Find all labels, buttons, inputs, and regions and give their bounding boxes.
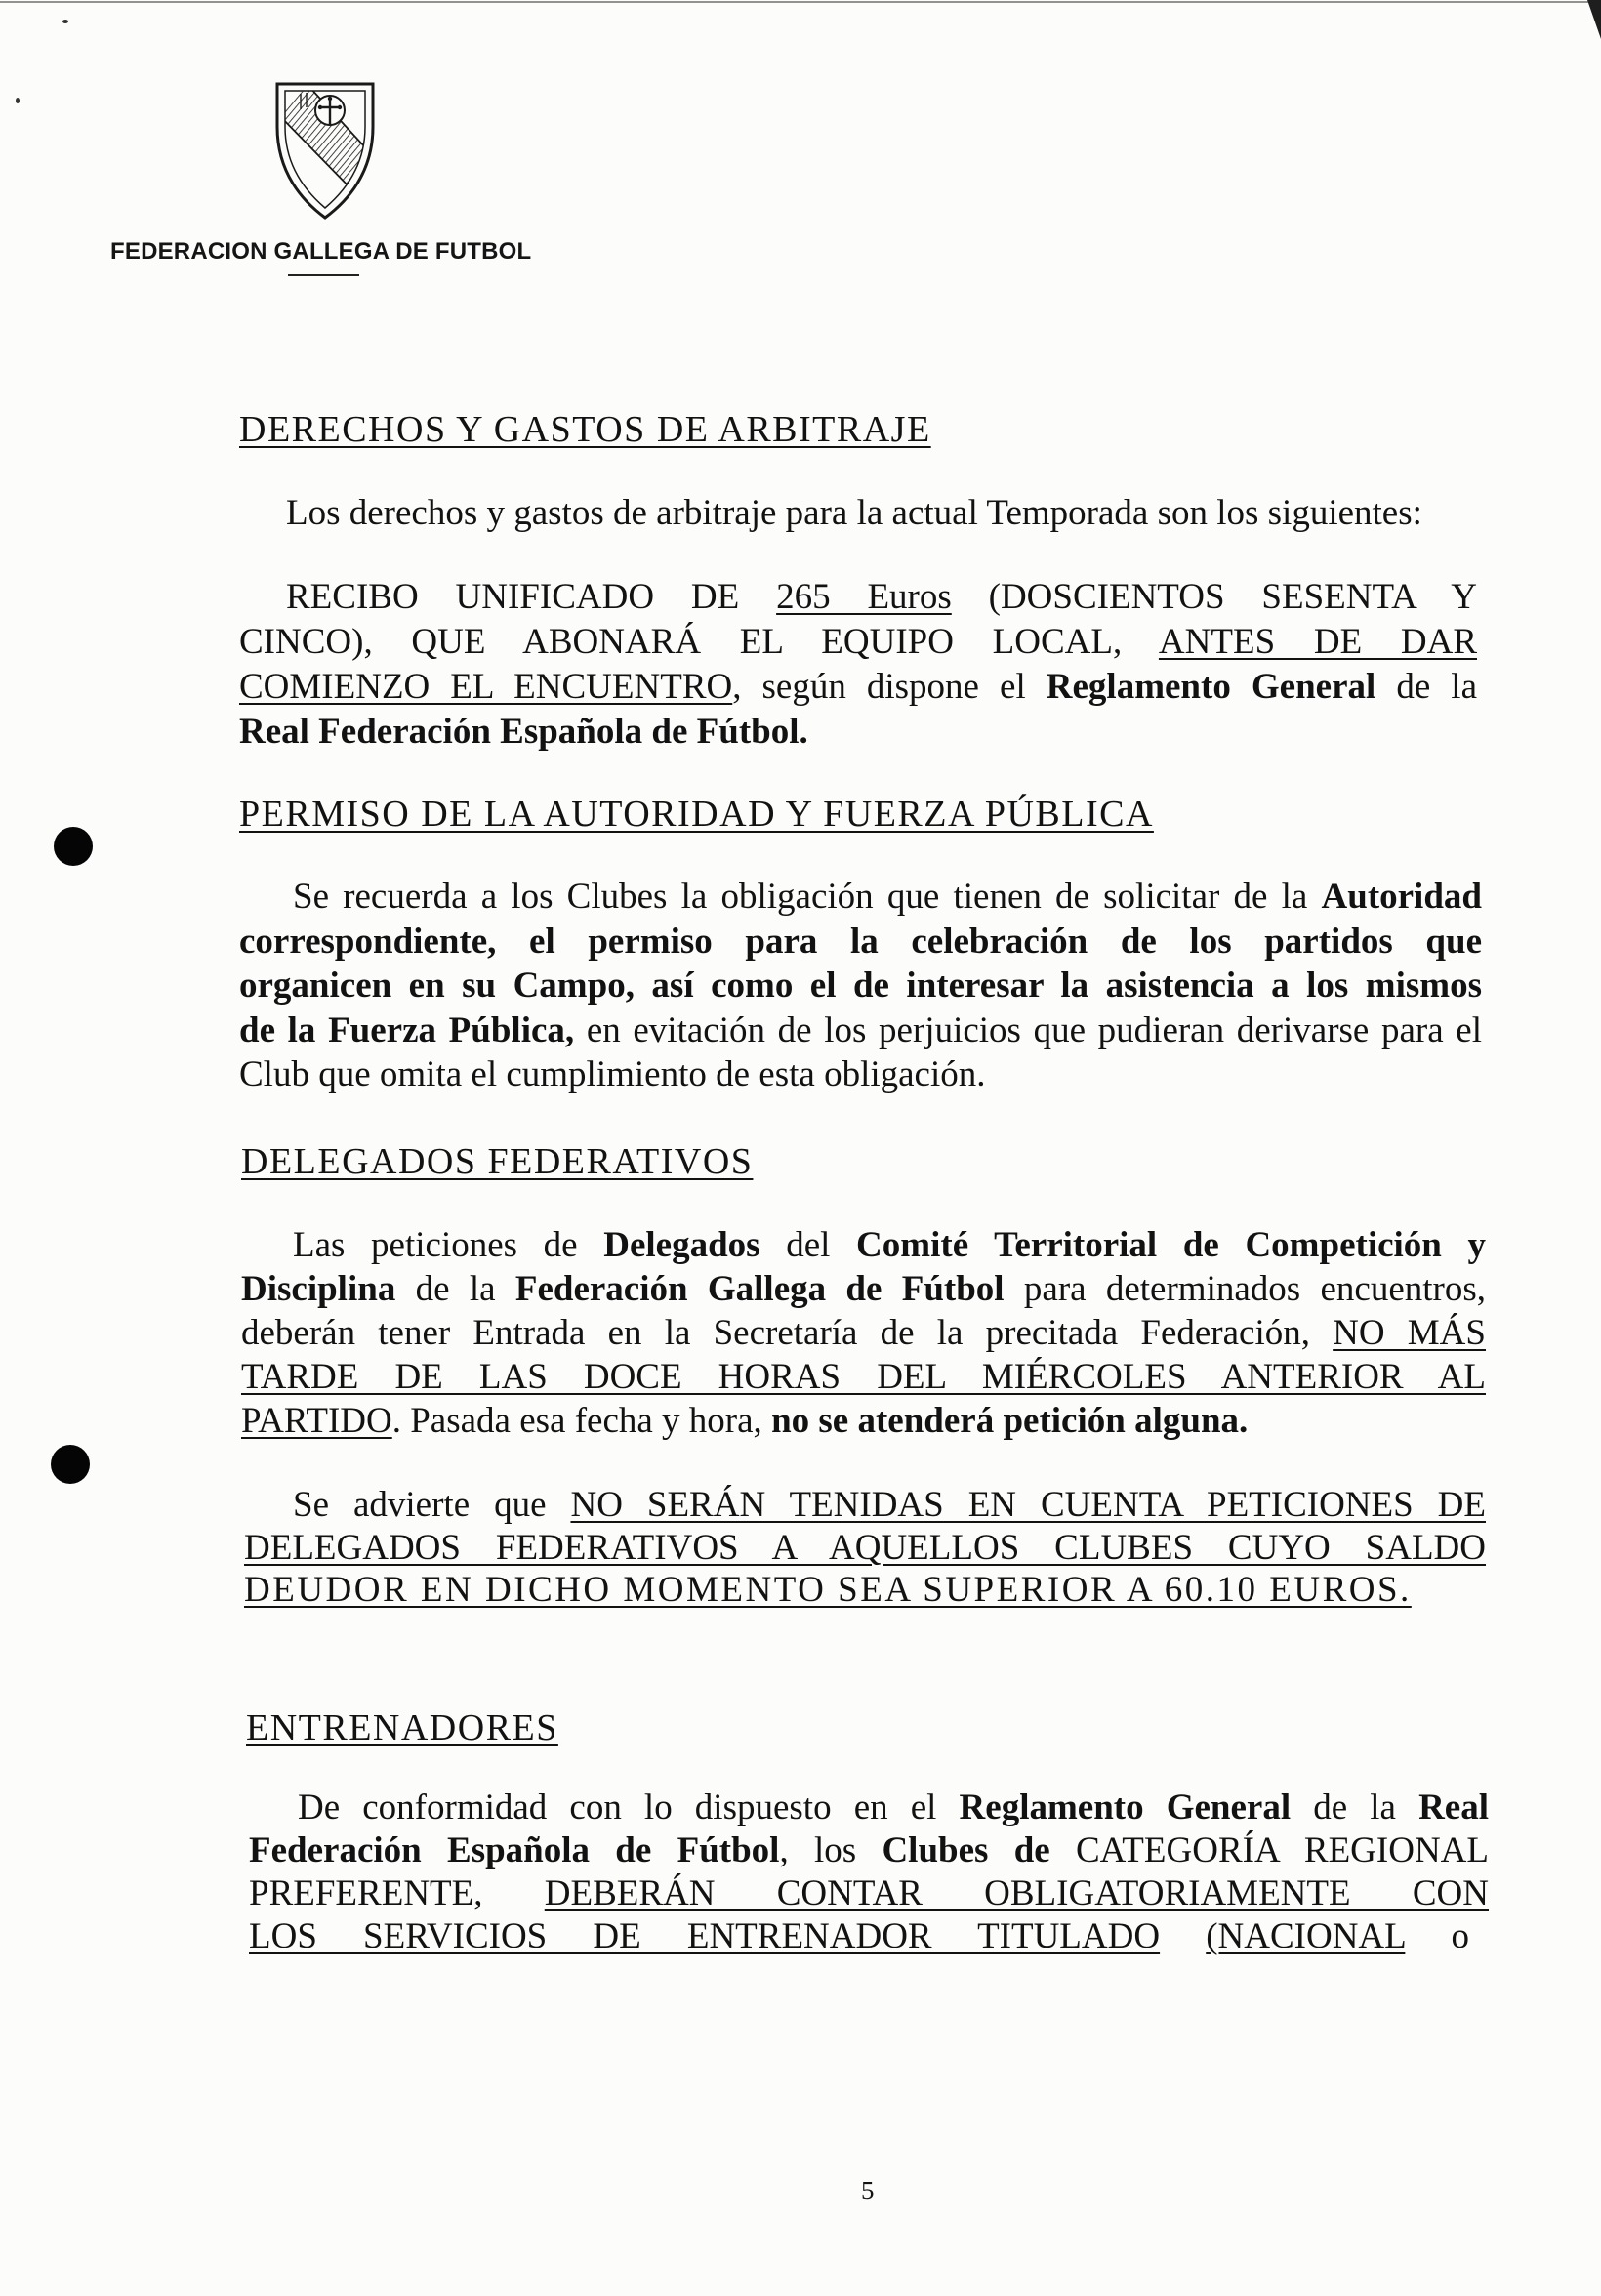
text-line — [249, 1829, 1489, 1872]
text-run: de la — [1291, 1787, 1419, 1827]
text-run: en evitación de los perjuicios que pudieran derivarse para el — [574, 1009, 1483, 1050]
underlined-text: DELEGADOS FEDERATIVOS A AQUELLOS CLUBES CUYO SALDO — [244, 1527, 1486, 1568]
bold-text: Comité Territorial de Competición y — [856, 1225, 1487, 1265]
text-run: deberán tener Entrada en la Secretaría de la precitada Federación, — [241, 1313, 1334, 1353]
text-line — [241, 1267, 1486, 1311]
underlined-text: NO SERÁN TENIDAS EN CUENTA PETICIONES DE — [570, 1485, 1486, 1525]
text-run: RECIBO UNIFICADO DE — [286, 577, 777, 617]
paragraph — [244, 1484, 1486, 1612]
underlined-text: NO MÁS — [1333, 1313, 1486, 1353]
bold-text: no se atenderá petición alguna. — [771, 1401, 1249, 1441]
bold-text: Disciplina — [241, 1269, 396, 1309]
underlined-text: DEBERÁN CONTAR OBLIGATORIAMENTE CON — [544, 1873, 1489, 1913]
bold-text: Real Federación Española de Fútbol. — [239, 712, 808, 752]
scan-edge-right — [1587, 0, 1601, 39]
shield-icon — [273, 80, 377, 222]
bold-text: Federación Gallega de Fútbol — [514, 1269, 1005, 1309]
text-line — [239, 964, 1482, 1008]
text-line — [241, 1399, 1486, 1443]
text-run — [1160, 1916, 1206, 1956]
header-rule — [288, 274, 359, 276]
text-line — [241, 1355, 1486, 1399]
section-heading: ENTRENADORES — [246, 1707, 558, 1748]
bold-text: Reglamento General — [959, 1787, 1292, 1827]
punch-hole — [54, 827, 93, 866]
text-run: , los — [779, 1830, 883, 1870]
text-line — [239, 920, 1482, 964]
paragraph — [249, 1786, 1489, 1958]
paragraph — [286, 491, 1487, 535]
bold-text: Real — [1418, 1787, 1490, 1827]
paragraph — [239, 575, 1477, 755]
text-line — [239, 875, 1482, 920]
bold-text: Autoridad — [1321, 877, 1482, 917]
text-run: del — [759, 1225, 857, 1265]
bold-text: correspondiente, el permiso para la celebración de los partidos que — [239, 921, 1482, 962]
bold-text: de la Fuerza Pública, — [239, 1009, 575, 1050]
text-run: Club que omita el cumplimiento de esta obligación. — [239, 1054, 986, 1094]
text-run: PREFERENTE, — [249, 1873, 545, 1913]
underlined-text: PARTIDO — [241, 1401, 392, 1441]
text-run: Se recuerda a los Clubes la obligación que tienen de solicitar de la — [293, 877, 1322, 917]
text-line — [241, 1311, 1486, 1355]
section-heading: DELEGADOS FEDERATIVOS — [241, 1141, 754, 1182]
text-run: CATEGORÍA REGIONAL — [1049, 1830, 1489, 1870]
text-line — [244, 1569, 1486, 1612]
text-line — [244, 1484, 1486, 1527]
text-run: Las peticiones de — [293, 1225, 604, 1265]
organization-name: FEDERACION GALLEGA DE FUTBOL — [110, 238, 532, 265]
federation-shield-logo — [273, 80, 377, 222]
underlined-text: TARDE DE LAS DOCE HORAS DEL MIÉRCOLES ANTERIOR AL — [241, 1357, 1486, 1397]
scan-speck — [16, 98, 20, 103]
underlined-text: (NACIONAL — [1206, 1916, 1406, 1956]
text-line — [239, 575, 1477, 620]
underlined-text: 265 Euros — [776, 577, 952, 617]
text-run: de la — [395, 1269, 515, 1309]
bold-text: Delegados — [603, 1225, 760, 1265]
bold-text: Reglamento General — [1046, 667, 1376, 707]
text-run: para determinados encuentros, — [1004, 1269, 1486, 1309]
text-line — [239, 665, 1477, 710]
underlined-text: COMIENZO EL ENCUENTRO — [239, 667, 733, 707]
bold-text: Federación Española de Fútbol — [249, 1830, 780, 1870]
text-run: CINCO), QUE ABONARÁ EL EQUIPO LOCAL, — [239, 622, 1159, 662]
underlined-text: ANTES DE DAR — [1158, 622, 1477, 662]
text-run: , según dispone el — [732, 667, 1047, 707]
underlined-text: DEUDOR EN DICHO MOMENTO SEA SUPERIOR A 60.10 EUROS. — [244, 1570, 1412, 1610]
text-run: de la — [1375, 667, 1477, 707]
page-number: 5 — [861, 2176, 875, 2205]
section-heading: DERECHOS Y GASTOS DE ARBITRAJE — [239, 409, 931, 450]
text-line — [239, 710, 1477, 755]
text-line — [286, 491, 1487, 535]
text-run: o — [1405, 1916, 1470, 1956]
paragraph — [241, 1223, 1486, 1443]
text-run: De conformidad con lo dispuesto en el — [298, 1787, 960, 1827]
text-line — [249, 1872, 1489, 1915]
text-line — [249, 1786, 1489, 1829]
text-run: Se advierte que — [293, 1485, 571, 1525]
scan-edge-top — [0, 1, 1601, 3]
bold-text: Clubes de — [882, 1830, 1050, 1870]
punch-hole — [51, 1445, 90, 1484]
paragraph — [239, 875, 1482, 1097]
text-line — [241, 1223, 1486, 1267]
text-line — [244, 1527, 1486, 1570]
text-line — [239, 1052, 1482, 1097]
text-run: Los derechos y gastos de arbitraje para la actual Temporada son los siguientes: — [286, 493, 1422, 533]
text-line — [249, 1915, 1489, 1958]
text-line — [239, 620, 1477, 665]
section-heading: PERMISO DE LA AUTORIDAD Y FUERZA PÚBLICA — [239, 794, 1154, 835]
underlined-text: LOS SERVICIOS DE ENTRENADOR TITULADO — [249, 1916, 1161, 1956]
scan-speck — [62, 20, 68, 23]
text-line — [239, 1008, 1482, 1053]
bold-text: organicen en su Campo, así como el de interesar la asistencia a los mismos — [239, 965, 1482, 1005]
text-run: . Pasada esa fecha y hora, — [391, 1401, 772, 1441]
text-run: (DOSCIENTOS SESENTA Y — [951, 577, 1477, 617]
